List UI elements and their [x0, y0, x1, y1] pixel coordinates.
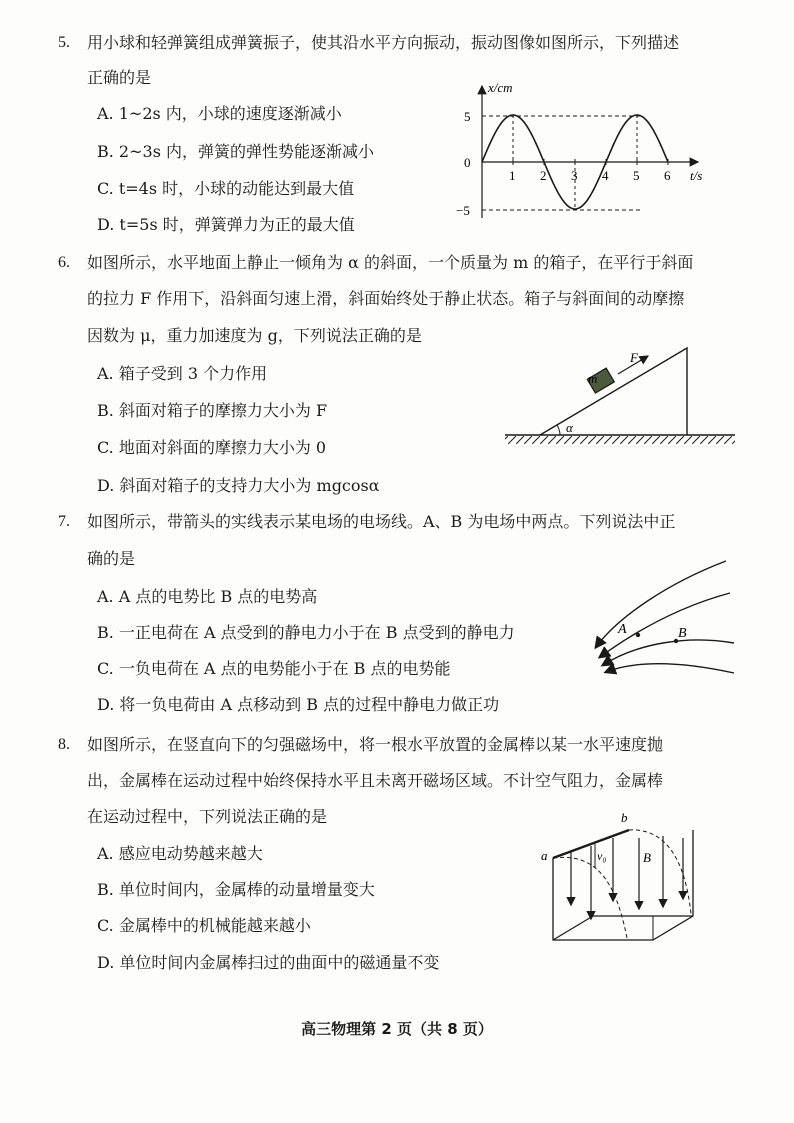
q5-y-label: x/cm [488, 80, 513, 95]
q5-stem-line2: 正确的是 [87, 68, 152, 87]
q6-angle-label: α [566, 420, 573, 435]
q6-option-c: C. 地面对斜面的摩擦力大小为 0 [97, 438, 327, 457]
q6-option-b: B. 斜面对箱子的摩擦力大小为 F [97, 401, 328, 420]
q5-y-tick-0: 0 [464, 155, 471, 170]
q8-label-a: a [541, 848, 548, 863]
q5-y-tick-neg5: −5 [456, 203, 470, 218]
q7-field-line-1 [596, 561, 726, 647]
q7-stem-line2: 确的是 [87, 549, 136, 568]
q6-incline [540, 348, 687, 435]
q5-vibration-graph [450, 78, 720, 228]
q7-option-a: A. A 点的电势比 B 点的电势高 [97, 587, 318, 606]
q8-option-d: D. 单位时间内金属棒扫过的曲面中的磁通量不变 [97, 953, 440, 972]
q5-stem-line1: 用小球和轻弹簧组成弹簧振子，使其沿水平方向振动，振动图像如图所示，下列描述 [87, 33, 680, 52]
q5-option-a: A. 1~2s 内，小球的速度逐渐减小 [97, 104, 342, 123]
q6-ground-hatch [505, 436, 735, 444]
q8-label-v0: v₀ [597, 849, 607, 863]
q6-option-d: D. 斜面对箱子的支持力大小为 mgcosα [97, 476, 380, 495]
q8-box-outline [553, 830, 693, 940]
q8-number: 8. [58, 736, 70, 753]
q7-option-c: C. 一负电荷在 A 点的电势能小于在 B 点的电势能 [97, 659, 451, 678]
q8-option-c: C. 金属棒中的机械能越来越小 [97, 916, 311, 935]
q6-number: 6. [58, 254, 70, 271]
q5-x-tick-label: 1 [509, 168, 516, 183]
q5-x-tick-label: 3 [571, 168, 578, 183]
q7-stem-line1: 如图所示，带箭头的实线表示某电场的电场线。A、B 为电场中两点。下列说法中正 [87, 512, 676, 531]
q6-incline-figure [500, 340, 740, 450]
q7-label-a: A [618, 622, 627, 637]
q8-box-edge [553, 916, 593, 940]
q7-label-b: B [678, 626, 687, 641]
q6-force-label: F [630, 350, 638, 365]
q7-option-d: D. 将一负电荷由 A 点移动到 B 点的过程中静电力做正功 [97, 695, 500, 714]
q7-number: 7. [58, 513, 70, 530]
q6-option-a: A. 箱子受到 3 个力作用 [97, 364, 268, 383]
q8-stem-line2: 出，金属棒在运动过程中始终保持水平且未离开磁场区域。不计空气阻力，金属棒 [87, 771, 664, 790]
q8-label-field-b: B [643, 850, 651, 865]
q8-label-b: b [621, 810, 628, 825]
q5-x-tick-label: 6 [664, 168, 671, 183]
q5-option-d: D. t=5s 时，弹簧弹力为正的最大值 [97, 215, 355, 234]
q8-option-b: B. 单位时间内，金属棒的动量增量变大 [97, 880, 375, 899]
q6-stem-line1: 如图所示，水平地面上静止一倾角为 α 的斜面，一个质量为 m 的箱子，在平行于斜面 [87, 253, 694, 272]
q5-option-c: C. t=4s 时，小球的动能达到最大值 [97, 179, 355, 198]
q7-field-line-3 [603, 640, 734, 665]
q7-field-line-4 [606, 664, 734, 673]
q8-stem-line3: 在运动过程中，下列说法正确的是 [87, 807, 328, 826]
q7-option-b: B. 一正电荷在 A 点受到的静电力小于在 B 点受到的静电力 [97, 623, 515, 642]
q7-point-a [636, 633, 640, 637]
q8-trajectory-b [629, 830, 691, 914]
q6-angle-arc [557, 425, 560, 435]
q8-option-a: A. 感应电动势越来越大 [97, 844, 263, 863]
q6-mass-label: m [588, 371, 598, 386]
q5-x-tick-label: 4 [602, 168, 609, 183]
page-footer: 高三物理第 2 页（共 8 页） [301, 1020, 493, 1038]
q8-magnetic-field-figure [535, 808, 705, 948]
q5-option-b: B. 2~3s 内，弹簧的弹性势能逐渐减小 [97, 142, 374, 161]
q5-x-label: t/s [690, 168, 703, 183]
q6-stem-line2: 的拉力 F 作用下，沿斜面匀速上滑，斜面始终处于静止状态。箱子与斜面间的动摩擦 [87, 289, 685, 308]
q5-y-tick-5: 5 [464, 109, 471, 124]
q8-trajectory-a [553, 857, 627, 938]
q5-number: 5. [58, 34, 70, 51]
q5-x-tick-label: 5 [633, 168, 640, 183]
q8-stem-line1: 如图所示，在竖直向下的匀强磁场中，将一根水平放置的金属棒以某一水平速度抛 [87, 735, 664, 754]
q5-x-tick-label: 2 [540, 168, 547, 183]
q6-stem-line3: 因数为 μ，重力加速度为 g，下列说法正确的是 [87, 326, 422, 345]
q7-field-lines-figure [578, 555, 738, 680]
